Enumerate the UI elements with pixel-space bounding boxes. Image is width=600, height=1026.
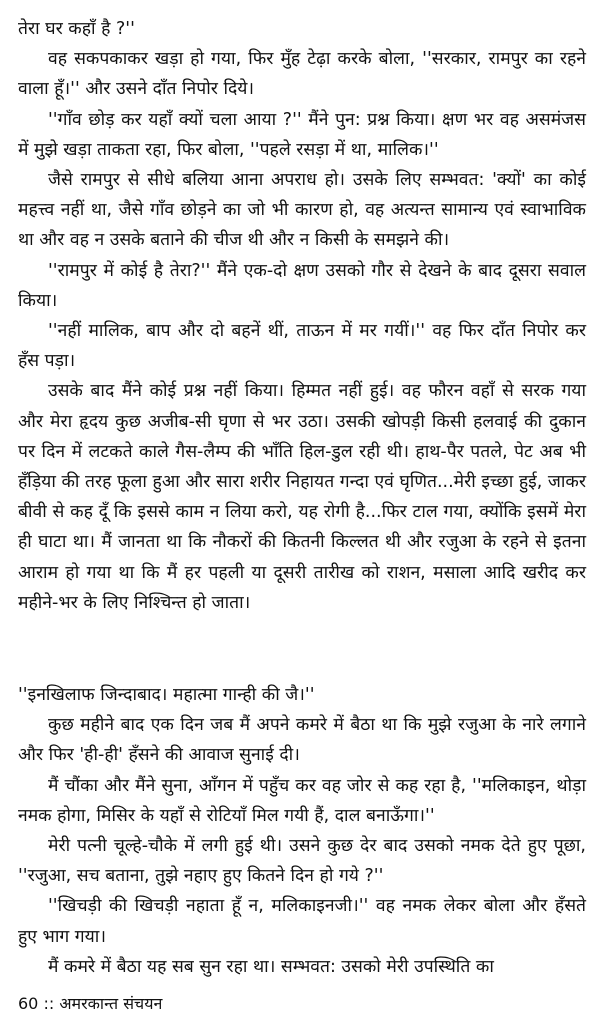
paragraph: ''गाँव छोड़ कर यहाँ क्यों चला आया ?'' मैंने पुन: प्रश्न किया। क्षण भर वह असमंजस में मुझे खड़ा ताकता रहा, फिर बोला, ''पहले रसड़ा में था, मालिक।'' [18,109,586,160]
paragraph: ''इनखिलाफ जिन्दाबाद। महात्मा गान्ही की जै।'' [18,685,315,705]
paragraph: ''नहीं मालिक, बाप और दो बहनें थीं, ताऊन में मर गयीं।'' वह फिर दाँत निपोर कर हँस पड़ा। [18,321,586,372]
text-section-1 [18,14,586,618]
paragraph: वह सकपकाकर खड़ा हो गया, फिर मुँह टेढ़ा करके बोला, ''सरकार, रामपुर का रहने वाला हूँ।'' और उसने दाँत निपोर दिये। [18,49,586,100]
paragraph: जैसे रामपुर से सीधे बलिया आना अपराध हो। उसके लिए सम्भवत: 'क्यों' का कोई महत्त्व नहीं था, जैसे गाँव छोड़ने का जो भी कारण हो, वह अत्यन्त सामान्य एवं स्वाभाविक था और वह न उसके बताने की चीज थी और न किसी के समझने की। [18,170,586,251]
paragraph: ''रामपुर में कोई है तेरा?'' मैंने एक-दो क्षण उसको गौर से देखने के बाद दूसरा सवाल किया। [18,260,586,311]
paragraph: मैं चौंका और मैंने सुना, आँगन में पहुँच कर वह जोर से कह रहा है, ''मलिकाइन, थोड़ा नमक होगा, मिसिर के यहाँ से रोटियाँ मिल गयी हैं, दाल बनाऊँगा।'' [18,775,586,826]
paragraph: मैं कमरे में बैठा यह सब सुन रहा था। सम्भवत: उसको मेरी उपस्थिति का [48,956,494,977]
paragraph: उसके बाद मैंने कोई प्रश्न नहीं किया। हिम्मत नहीं हुई। वह फौरन वहाँ से सरक गया और मेरा हृदय कुछ अजीब-सी घृणा से भर उठा। उसकी खोपड़ी किसी हलवाई की दुकान पर दिन में लटकते काले गैस-लैम्प की भाँति हिल-डुल रही थी। हाथ-पैर पतले, पेट अब भी हँड़िया की तरह फूला हुआ और सारा शरीर निहायत गन्दा एवं घृणित...मेरी इच्छा हुई, जाकर बीवी से कह दूँ कि इससे काम न लिया करो, यह रोगी है...फिर टाल गया, क्योंकि इसमें मेरा ही घाटा था। मैं जानता था कि नौकरों की कितनी किल्लत थी और रजुआ के रहने से इतना आराम हो गया था कि मैं हर पहली या दूसरी तारीख को राशन, मसाला आदि खरीद कर महीने-भर के लिए निश्चिन्त हो जाता। [18,381,586,613]
page-footer: 60 :: अमरकान्त संचयन [18,994,163,1013]
text-section-2 [18,680,586,982]
paragraph: ''खिचड़ी की खिचड़ी नहाता हूँ न, मलिकाइनजी।'' वह नमक लेकर बोला और हँसते हुए भाग गया। [18,896,586,947]
paragraph: कुछ महीने बाद एक दिन जब मैं अपने कमरे में बैठा था कि मुझे रजुआ के नारे लगाने और फिर 'ही-ही' हँसने की आवाज सुनाई दी। [18,715,586,766]
paragraph: मेरी पत्नी चूल्हे-चौके में लगी हुई थी। उसने कुछ देर बाद उसको नमक देते हुए पूछा, ''रजुआ, सच बताना, तुझे नहाए हुए कितने दिन हो गये ?'' [18,836,586,887]
paragraph: तेरा घर कहाँ है ?'' [18,19,135,39]
